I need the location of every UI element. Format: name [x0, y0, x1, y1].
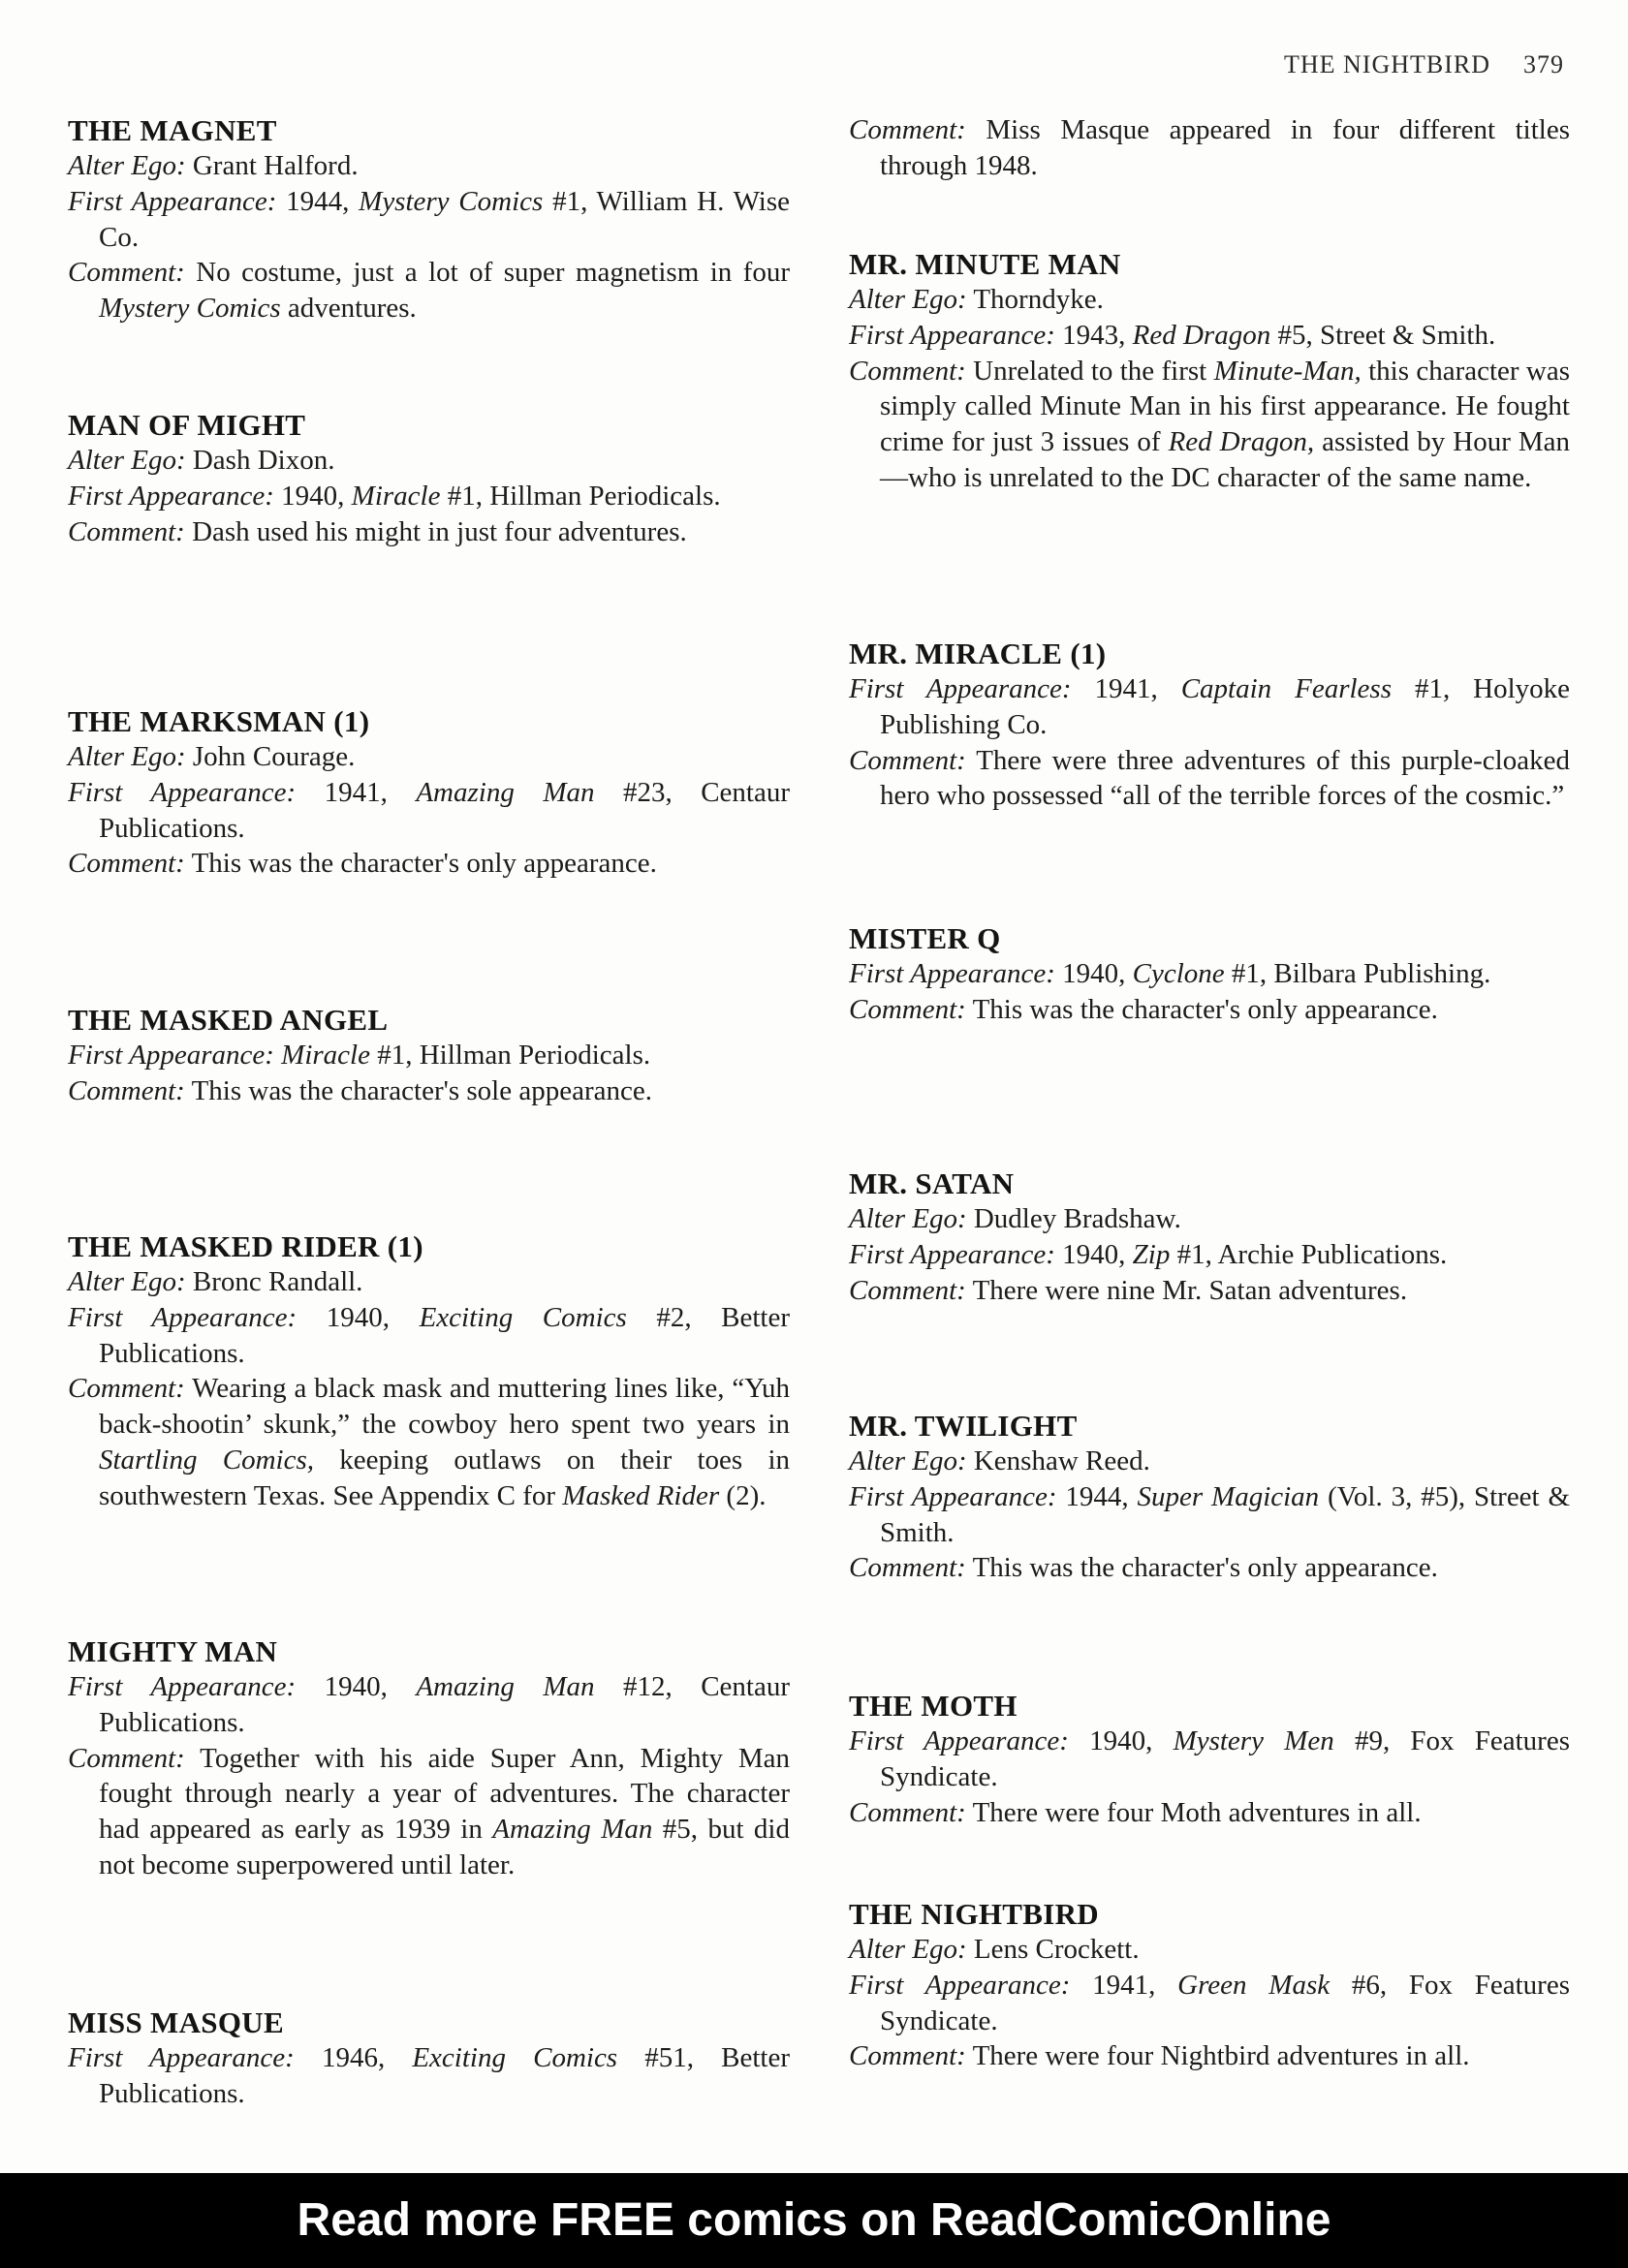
- entry-mr-twilight: [849, 1408, 1570, 1586]
- section-title: THE NIGHTBIRD: [1283, 50, 1490, 78]
- first-appearance-field: First Appearance: 1946, Exciting Comics #51, Better Publications.: [68, 2042, 790, 2109]
- entry-title: MISS MASQUE: [68, 2005, 284, 2039]
- entry-miss-masque: [68, 2004, 790, 2112]
- alter-ego-field: Alter Ego: Grant Halford.: [68, 150, 359, 181]
- entry-title: MR. SATAN: [849, 1166, 1015, 1200]
- entry-the-masked-angel: [68, 1002, 790, 1109]
- entry-title: MIGHTY MAN: [68, 1634, 278, 1668]
- entry-the-magnet: [68, 112, 790, 326]
- entry-mr-miracle: [849, 636, 1570, 814]
- first-appearance-field: First Appearance: 1940, Miracle #1, Hillman Periodicals.: [68, 480, 721, 512]
- running-head: [1284, 50, 1564, 79]
- comment-field: Comment: Wearing a black mask and muttering lines like, “Yuh back-shootin’ skunk,” the cowboy hero spent two years in Startling Comics, keeping outlaws on their toes in southwestern Texas. See Appendix C for Masked Rider (2).: [68, 1373, 791, 1511]
- alter-ego-field: Alter Ego: Dudley Bradshaw.: [849, 1203, 1181, 1234]
- comment-field: Comment: There were nine Mr. Satan adventures.: [849, 1274, 1408, 1306]
- entry-title: THE NIGHTBIRD: [849, 1897, 1099, 1931]
- first-appearance-field: First Appearance: Miracle #1, Hillman Periodicals.: [68, 1040, 651, 1071]
- comment-field: Comment: This was the character's only appearance.: [849, 993, 1438, 1025]
- entry-the-marksman: [68, 703, 790, 882]
- comment-field: Comment: There were four Moth adventures in all.: [849, 1796, 1422, 1828]
- entry-title: MAN OF MIGHT: [68, 408, 306, 442]
- comment-field: Comment: There were three adventures of this purple-cloaked hero who possessed “all of the terrible forces of the cosmic.”: [849, 744, 1570, 812]
- first-appearance-field: First Appearance: 1940, Zip #1, Archie Publications.: [849, 1238, 1448, 1270]
- alter-ego-field: Alter Ego: John Courage.: [68, 741, 356, 772]
- entry-title: MISTER Q: [849, 921, 1001, 955]
- entry-mister-q: [849, 920, 1570, 1028]
- comment-field: Comment: Together with his aide Super Ann, Mighty Man fought through nearly a year of adventures. The character had appeared as early as 1939 in Amazing Man #5, but did not become superpowered until later.: [68, 1742, 790, 1880]
- first-appearance-field: First Appearance: 1944, Mystery Comics #1, William H. Wise Co.: [68, 185, 790, 253]
- entry-mighty-man: [68, 1633, 790, 1883]
- entry-title: THE MAGNET: [68, 113, 277, 147]
- page-number: 379: [1523, 50, 1564, 78]
- entry-title: THE MASKED ANGEL: [68, 1003, 389, 1037]
- comment-field: Comment: No costume, just a lot of super magnetism in four Mystery Comics adventures.: [68, 257, 790, 325]
- alter-ego-field: Alter Ego: Thorndyke.: [849, 284, 1104, 315]
- first-appearance-field: First Appearance: 1941, Captain Fearless #1, Holyoke Publishing Co.: [849, 673, 1570, 740]
- entry-title: MR. MIRACLE (1): [849, 637, 1107, 670]
- comment-field: Comment: Unrelated to the first Minute-Man, this character was simply called Minute Man in his first appearance. He fought crime for just 3 issues of Red Dragon, assisted by Hour Man—who is unrelated to the DC character of the same name.: [849, 355, 1571, 493]
- comment-field: Comment: Dash used his might in just four adventures.: [68, 515, 687, 547]
- first-appearance-field: First Appearance: 1940, Exciting Comics #2, Better Publications.: [68, 1301, 791, 1369]
- first-appearance-field: First Appearance: 1940, Mystery Men #9, Fox Features Syndicate.: [849, 1725, 1570, 1792]
- comment-field: Comment: This was the character's only appearance.: [849, 1552, 1438, 1584]
- entry-the-moth: [849, 1688, 1570, 1830]
- entry-mr-satan: [849, 1165, 1570, 1308]
- footer-banner[interactable]: [0, 2173, 1628, 2268]
- alter-ego-field: Alter Ego: Kenshaw Reed.: [849, 1445, 1150, 1476]
- first-appearance-field: First Appearance: 1940, Amazing Man #12, Centaur Publications.: [68, 1671, 790, 1738]
- first-appearance-field: First Appearance: 1941, Amazing Man #23, Centaur Publications.: [68, 776, 790, 844]
- first-appearance-field: First Appearance: 1944, Super Magician (Vol. 3, #5), Street & Smith.: [849, 1480, 1571, 1548]
- entry-title: MR. MINUTE MAN: [849, 247, 1121, 281]
- entry-the-nightbird: [849, 1896, 1570, 2074]
- comment-field: Comment: This was the character's sole appearance.: [68, 1074, 652, 1106]
- comment-field: Comment: There were four Nightbird adventures in all.: [849, 2040, 1470, 2072]
- footer-banner-text: Read more FREE comics on ReadComicOnline: [297, 2194, 1331, 2246]
- comment-field: Comment: This was the character's only appearance.: [68, 848, 657, 880]
- entry-man-of-might: [68, 407, 790, 549]
- alter-ego-field: Alter Ego: Lens Crockett.: [849, 1934, 1140, 1965]
- alter-ego-field: Alter Ego: Dash Dixon.: [68, 445, 335, 476]
- entry-mr-minute-man: [849, 246, 1570, 496]
- first-appearance-field: First Appearance: 1941, Green Mask #6, Fox Features Syndicate.: [849, 1969, 1570, 2036]
- entry-title: THE MOTH: [849, 1689, 1018, 1723]
- entry-miss-masque-continued: [849, 112, 1570, 184]
- entry-title: THE MARKSMAN (1): [68, 704, 370, 738]
- comment-field: Comment: Miss Masque appeared in four different titles through 1948.: [849, 114, 1571, 181]
- entry-title: MR. TWILIGHT: [849, 1409, 1078, 1443]
- first-appearance-field: First Appearance: 1940, Cyclone #1, Bilbara Publishing.: [849, 958, 1491, 989]
- entry-the-masked-rider: [68, 1228, 790, 1514]
- alter-ego-field: Alter Ego: Bronc Randall.: [68, 1266, 363, 1297]
- entry-title: THE MASKED RIDER (1): [68, 1229, 423, 1263]
- first-appearance-field: First Appearance: 1943, Red Dragon #5, Street & Smith.: [849, 319, 1496, 351]
